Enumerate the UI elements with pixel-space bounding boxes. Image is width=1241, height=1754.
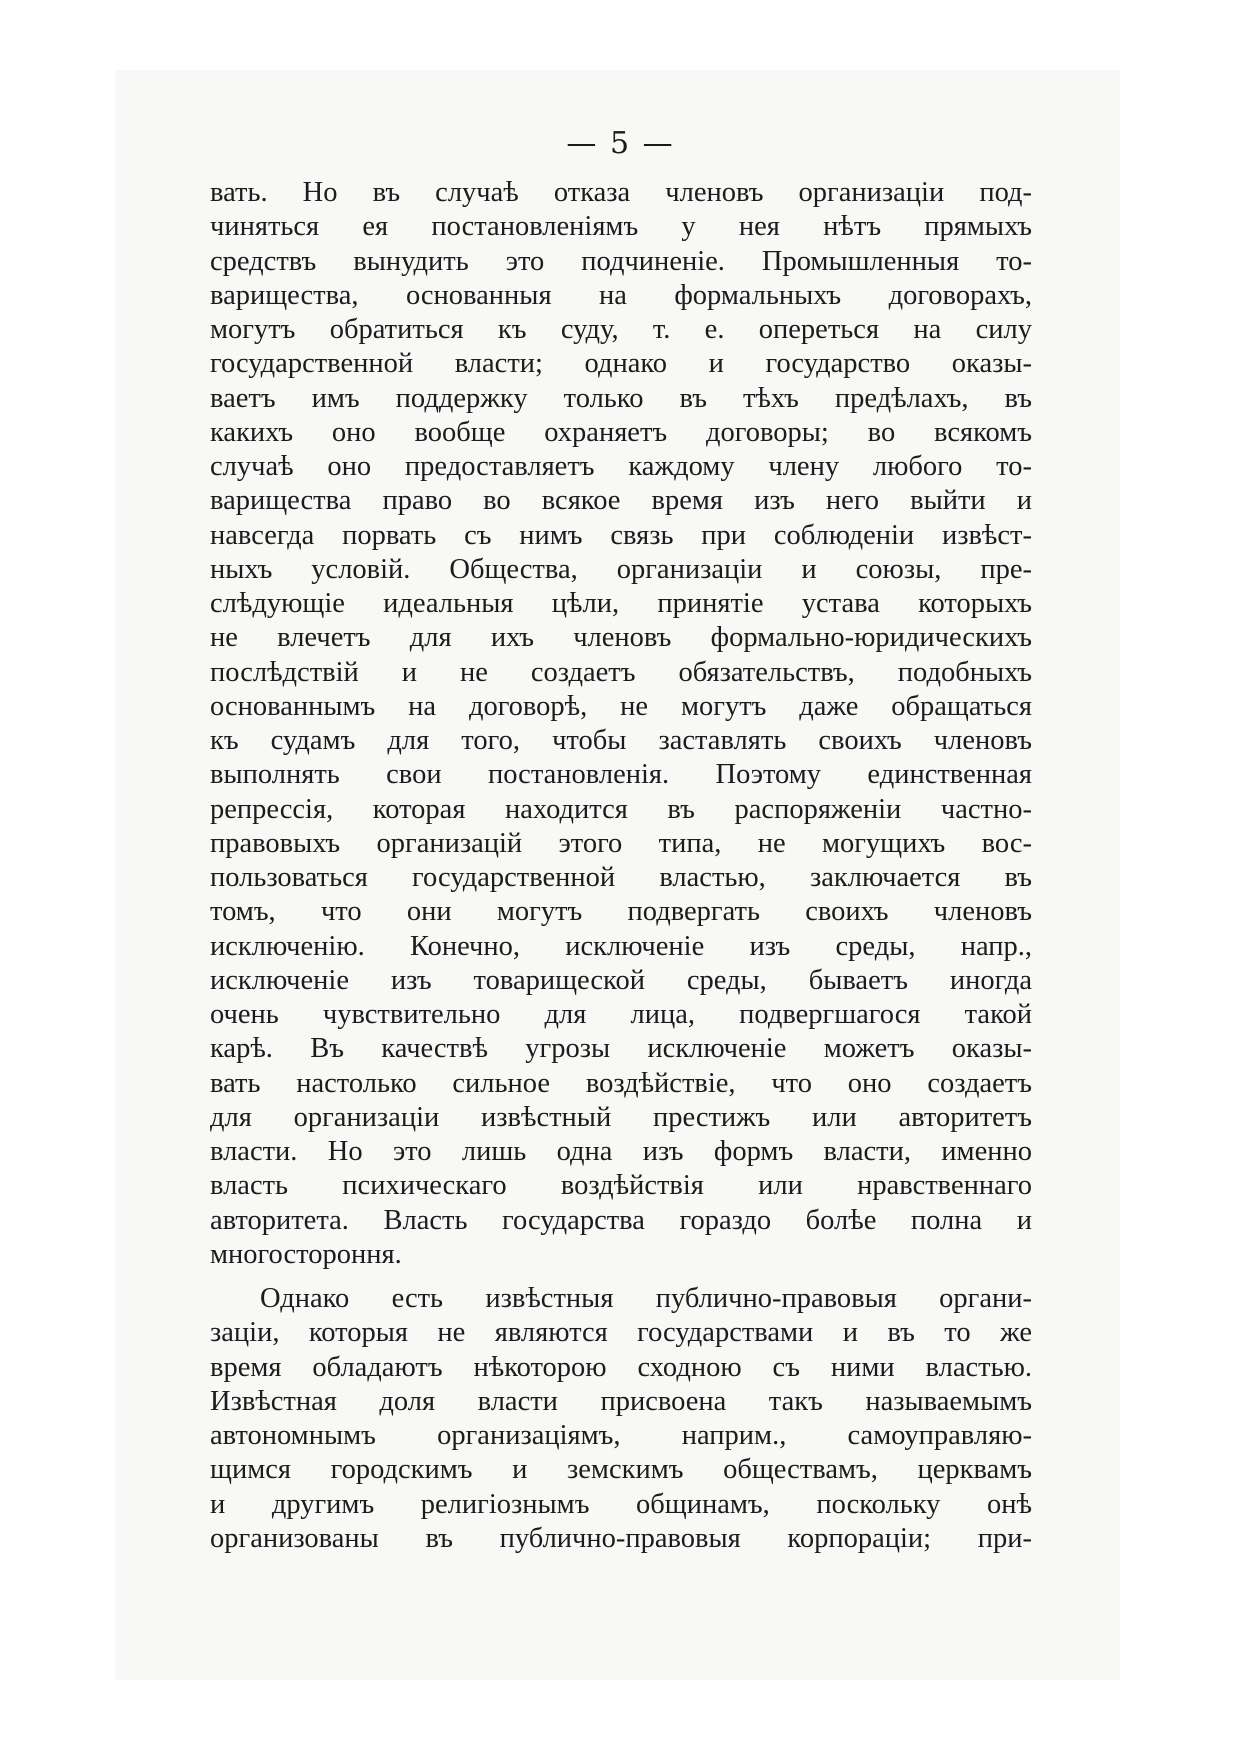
- text-line: случаѣ оно предоставляетъ каждому члену любого то-: [210, 451, 1032, 482]
- text-line: послѣдствій и не создаетъ обязательствъ, подобныхъ: [210, 656, 1032, 688]
- text-line: къ судамъ для того, чтобы заставлять своихъ членовъ: [210, 725, 1032, 756]
- text-line: исключеніе изъ товарищеской среды, бываетъ иногда: [210, 964, 1032, 996]
- text-line: варищества право во всякое время изъ него выйти и: [210, 485, 1032, 517]
- text-line: Однако есть извѣстныя публично-правовыя органи-: [260, 1283, 1032, 1314]
- text-line: репрессія, которая находится въ распоряженіи частно-: [210, 793, 1032, 825]
- text-line: могутъ обратиться къ суду, т. е. опереться на силу: [210, 314, 1032, 345]
- text-line: авторитета. Власть государства гораздо болѣе полна и: [210, 1204, 1032, 1236]
- text-line: варищества, основанныя на формальныхъ договорахъ,: [210, 279, 1032, 311]
- text-line: выполнять свои постановленія. Поэтому единственная: [210, 759, 1032, 791]
- text-line: правовыхъ организацій этого типа, не могущихъ вос-: [210, 827, 1032, 859]
- text-line: заціи, которыя не являются государствами и въ то же: [210, 1317, 1032, 1349]
- text-line: чиняться ея постановленіямъ у нея нѣтъ прямыхъ: [210, 211, 1032, 243]
- text-line: основаннымъ на договорѣ, не могутъ даже обращаться: [210, 690, 1032, 722]
- text-line: не влечетъ для ихъ членовъ формально-юридическихъ: [210, 622, 1032, 654]
- text-line: слѣдующіе идеальныя цѣли, принятіе устава которыхъ: [210, 588, 1032, 619]
- paragraph: [210, 1282, 1032, 1556]
- page-number: — 5 —: [566, 126, 675, 161]
- text-line: исключенію. Конечно, исключеніе изъ среды, напр.,: [210, 930, 1032, 962]
- text-line: карѣ. Въ качествѣ угрозы исключеніе можетъ оказы-: [210, 1033, 1032, 1065]
- text-line: многостороння.: [210, 1238, 402, 1270]
- text-line: для организаціи извѣстный престижъ или авторитетъ: [210, 1101, 1032, 1133]
- body-text: [210, 176, 1032, 1556]
- text-line: вать настолько сильное воздѣйствіе, что оно создаетъ: [210, 1067, 1032, 1099]
- text-line: государственной власти; однако и государство оказы-: [210, 348, 1032, 380]
- text-line: Извѣстная доля власти присвоена такъ называемымъ: [210, 1385, 1032, 1417]
- text-line: ныхъ условій. Общества, организаціи и союзы, пре-: [210, 553, 1032, 585]
- text-line: пользоваться государственной властью, заключается въ: [210, 862, 1032, 893]
- text-line: очень чувствительно для лица, подвергшагося такой: [210, 999, 1032, 1030]
- text-line: власти. Но это лишь одна изъ формъ власти, именно: [210, 1136, 1032, 1167]
- text-line: ваетъ имъ поддержку только въ тѣхъ предѣлахъ, въ: [210, 382, 1032, 414]
- paragraph: [210, 176, 1032, 1272]
- paragraph-gap: [210, 1272, 1032, 1282]
- text-line: какихъ оно вообще охраняетъ договоры; во всякомъ: [210, 416, 1032, 448]
- text-line: организованы въ публично-правовыя корпораціи; при-: [210, 1522, 1032, 1554]
- text-line: навсегда порвать съ нимъ связь при соблюденіи извѣст-: [210, 519, 1032, 551]
- text-line: власть психическаго воздѣйствія или нравственнаго: [210, 1170, 1032, 1202]
- text-line: вать. Но въ случаѣ отказа членовъ организаціи под-: [210, 177, 1032, 208]
- text-line: и другимъ религіознымъ общинамъ, поскольку онѣ: [210, 1488, 1032, 1520]
- text-line: средствъ вынудить это подчиненіе. Промышленныя то-: [210, 245, 1032, 277]
- text-line: автономнымъ организаціямъ, наприм., самоуправляю-: [210, 1420, 1032, 1451]
- text-line: щимся городскимъ и земскимъ обществамъ, церквамъ: [210, 1454, 1032, 1486]
- text-line: время обладаютъ нѣкоторою сходною съ ними властью.: [210, 1351, 1032, 1383]
- text-line: томъ, что они могутъ подвергать своихъ членовъ: [210, 896, 1032, 928]
